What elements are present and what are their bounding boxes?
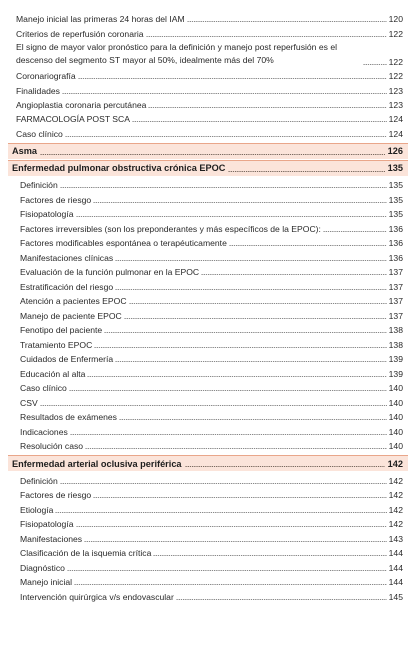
toc-entry[interactable]	[20, 574, 403, 589]
toc-entry[interactable]	[20, 380, 403, 395]
toc-entry[interactable]	[16, 97, 403, 111]
toc-entry-title: Educación al alta	[20, 368, 86, 379]
toc-eaop-group	[0, 472, 416, 603]
toc-entry[interactable]	[20, 530, 403, 545]
toc-entry[interactable]	[20, 177, 403, 192]
dot-leader	[78, 77, 387, 80]
dot-leader	[40, 404, 387, 407]
toc-entry-title: Tratamiento EPOC	[20, 339, 93, 350]
toc-entry-page: 122	[388, 28, 403, 39]
toc-entry-title: Evaluación de la función pulmonar en la EPOC	[20, 267, 200, 278]
toc-entry[interactable]	[20, 545, 403, 560]
dot-leader	[176, 598, 387, 601]
toc-entry-title: Factores de riesgo	[20, 194, 92, 205]
toc-entry-page: 140	[388, 383, 403, 394]
toc-entry[interactable]	[20, 191, 403, 206]
toc-entry-title: Factores modificables espontánea o terapéuticamente	[20, 238, 227, 249]
dot-leader	[74, 583, 387, 586]
dot-leader	[115, 288, 387, 291]
toc-entry-title: Manejo inicial las primeras 24 horas del IAM	[16, 14, 185, 25]
toc-entry-page: 140	[388, 412, 403, 423]
toc-entry-title: Resultados de exámenes	[20, 412, 117, 423]
toc-entry-page: 124	[388, 114, 403, 125]
toc-entry[interactable]	[20, 472, 403, 487]
toc-entry[interactable]	[20, 206, 403, 221]
toc-entry[interactable]	[20, 394, 403, 409]
dot-leader	[185, 465, 385, 468]
section-page: 135	[387, 163, 403, 174]
dot-leader	[129, 302, 387, 305]
toc-entry-title: El signo de mayor valor pronóstico para la definición y manejo post reperfusión es el descenso del segmento ST mayor al 50%, idealmente más del 70%	[16, 41, 338, 66]
dot-leader	[94, 346, 386, 349]
toc-entry-title: Caso clínico	[20, 383, 67, 394]
toc-entry-page: 140	[388, 426, 403, 437]
dot-leader	[67, 569, 387, 572]
section-title: Enfermedad arterial oclusiva periférica	[12, 458, 182, 469]
section-title: Enfermedad pulmonar obstructiva crónica EPOC	[12, 163, 226, 174]
dot-leader	[93, 496, 386, 499]
toc-entry-title: Manejo inicial	[20, 577, 73, 588]
toc-section-eaop[interactable]	[8, 455, 408, 471]
dot-leader	[60, 482, 387, 485]
dot-leader	[146, 35, 387, 38]
toc-entry-title: Etiología	[20, 504, 54, 515]
toc-entry-page: 142	[388, 519, 403, 530]
dot-leader	[76, 215, 387, 218]
toc-entry-page: 122	[388, 56, 403, 67]
dot-leader	[124, 317, 387, 320]
toc-entry-title: Diagnóstico	[20, 562, 65, 573]
toc-entry-title: Definición	[20, 475, 58, 486]
dot-leader	[229, 244, 387, 247]
toc-entry-page: 122	[388, 71, 403, 82]
toc-entry-title: Fenotipo del paciente	[20, 325, 103, 336]
dot-leader	[93, 201, 386, 204]
toc-entry[interactable]	[20, 264, 403, 279]
toc-entry-page: 139	[388, 354, 403, 365]
dot-leader	[104, 331, 386, 334]
toc-entry[interactable]	[20, 423, 403, 438]
toc-entry[interactable]	[20, 351, 403, 366]
toc-entry-title: Atención a pacientes EPOC	[20, 296, 127, 307]
toc-entry[interactable]	[20, 501, 403, 516]
toc-entry[interactable]	[20, 516, 403, 531]
toc-entry[interactable]	[20, 220, 403, 235]
toc-entry-title: Factores de riesgo	[20, 490, 92, 501]
toc-entry-page: 124	[388, 128, 403, 139]
toc-entry[interactable]	[16, 82, 403, 96]
toc-entry-page: 120	[388, 14, 403, 25]
toc-entry[interactable]	[20, 235, 403, 250]
toc-entry-title: Caso clínico	[16, 128, 63, 139]
dot-leader	[62, 92, 387, 95]
toc-entry-page: 144	[388, 562, 403, 573]
dot-leader	[87, 375, 386, 378]
toc-entry-page: 136	[388, 223, 403, 234]
dot-leader	[55, 511, 386, 514]
toc-entry-page: 123	[388, 99, 403, 110]
dot-leader	[115, 259, 387, 262]
dot-leader	[228, 170, 384, 173]
dot-leader	[65, 135, 387, 138]
toc-entry[interactable]	[20, 409, 403, 424]
toc-entry[interactable]	[20, 336, 403, 351]
toc-entry-title: FARMACOLOGÍA POST SCA	[16, 114, 130, 125]
toc-entry-page: 135	[388, 194, 403, 205]
toc-entry-page: 142	[388, 490, 403, 501]
toc-entry-page: 137	[388, 267, 403, 278]
toc-entry-page: 142	[388, 475, 403, 486]
toc-entry-page: 144	[388, 548, 403, 559]
toc-entry-page: 144	[388, 577, 403, 588]
toc-entry-title: Fisiopatología	[20, 519, 74, 530]
dot-leader	[115, 360, 387, 363]
toc-entry[interactable]	[16, 25, 403, 39]
toc-entry-title: Estratificación del riesgo	[20, 281, 114, 292]
toc-entry-title: Indicaciones	[20, 426, 68, 437]
section-title: Asma	[12, 146, 38, 157]
dot-leader	[40, 153, 385, 156]
toc-entry-title: Finalidades	[16, 85, 60, 96]
toc-entry-page: 137	[388, 281, 403, 292]
dot-leader	[70, 433, 387, 436]
dot-leader	[187, 20, 387, 23]
toc-entry[interactable]	[16, 125, 403, 139]
toc-entry-title: Manejo de paciente EPOC	[20, 310, 122, 321]
toc-entry-page: 135	[388, 209, 403, 220]
toc-entry-page: 123	[388, 85, 403, 96]
dot-leader	[119, 418, 387, 421]
toc-entry[interactable]	[16, 40, 403, 68]
toc-entry-page: 135	[388, 180, 403, 191]
toc-entry-page: 142	[388, 504, 403, 515]
toc-entry-page: 139	[388, 368, 403, 379]
toc-entry[interactable]	[20, 249, 403, 264]
toc-intro-group	[0, 11, 416, 140]
toc-entry-page: 140	[388, 397, 403, 408]
toc-entry-page: 145	[388, 591, 403, 602]
dot-leader	[84, 540, 387, 543]
toc-entry-title: Coronariografía	[16, 71, 76, 82]
toc-entry[interactable]	[20, 322, 403, 337]
dot-leader	[148, 106, 386, 109]
dot-leader	[153, 554, 386, 557]
toc-entry-page: 140	[388, 441, 403, 452]
toc-entry[interactable]	[20, 559, 403, 574]
dot-leader	[363, 63, 387, 66]
toc-entry[interactable]	[16, 11, 403, 25]
dot-leader	[323, 230, 387, 233]
toc-entry[interactable]	[20, 588, 403, 603]
toc-entry[interactable]	[16, 111, 403, 125]
toc-entry-title: CSV	[20, 397, 38, 408]
toc-entry-title: Cuidados de Enfermería	[20, 354, 114, 365]
toc-entry-page: 143	[388, 533, 403, 544]
toc-entry-page: 138	[388, 325, 403, 336]
section-page: 126	[387, 146, 403, 157]
toc-entry-page: 136	[388, 252, 403, 263]
toc-entry[interactable]	[20, 293, 403, 308]
toc-entry[interactable]	[16, 68, 403, 82]
toc-entry-title: Definición	[20, 180, 58, 191]
toc-section-epoc[interactable]	[8, 160, 408, 176]
toc-entry[interactable]	[20, 487, 403, 502]
toc-entry-title: Manifestaciones clínicas	[20, 252, 114, 263]
toc-entry[interactable]	[20, 278, 403, 293]
dot-leader	[132, 120, 387, 123]
dot-leader	[85, 447, 387, 450]
toc-entry-page: 136	[388, 238, 403, 249]
toc-entry-title: Fisiopatología	[20, 209, 74, 220]
toc-entry-title: Angioplastia coronaria percutánea	[16, 99, 147, 110]
toc-entry-title: Resolución caso	[20, 441, 84, 452]
section-page: 142	[387, 458, 403, 469]
toc-entry-title: Criterios de reperfusión coronaria	[16, 28, 144, 39]
toc-entry-page: 137	[388, 296, 403, 307]
toc-entry[interactable]	[20, 365, 403, 380]
dot-leader	[76, 525, 387, 528]
dot-leader	[60, 186, 387, 189]
toc-entry[interactable]	[20, 438, 403, 453]
toc-entry[interactable]	[20, 307, 403, 322]
toc-entry-title: Factores irreversibles (son los preponderantes y más específicos de la EPOC):	[20, 223, 321, 234]
toc-entry-page: 138	[388, 339, 403, 350]
toc-entry-title: Manifestaciones	[20, 533, 83, 544]
dot-leader	[201, 273, 387, 276]
toc-entry-title: Intervención quirúrgica v/s endovascular	[20, 591, 174, 602]
dot-leader	[69, 389, 387, 392]
toc-section-asma[interactable]	[8, 143, 408, 159]
toc-entry-page: 137	[388, 310, 403, 321]
toc-entry-title: Clasificación de la isquemia crítica	[20, 548, 152, 559]
toc-epoc-group	[0, 177, 416, 453]
